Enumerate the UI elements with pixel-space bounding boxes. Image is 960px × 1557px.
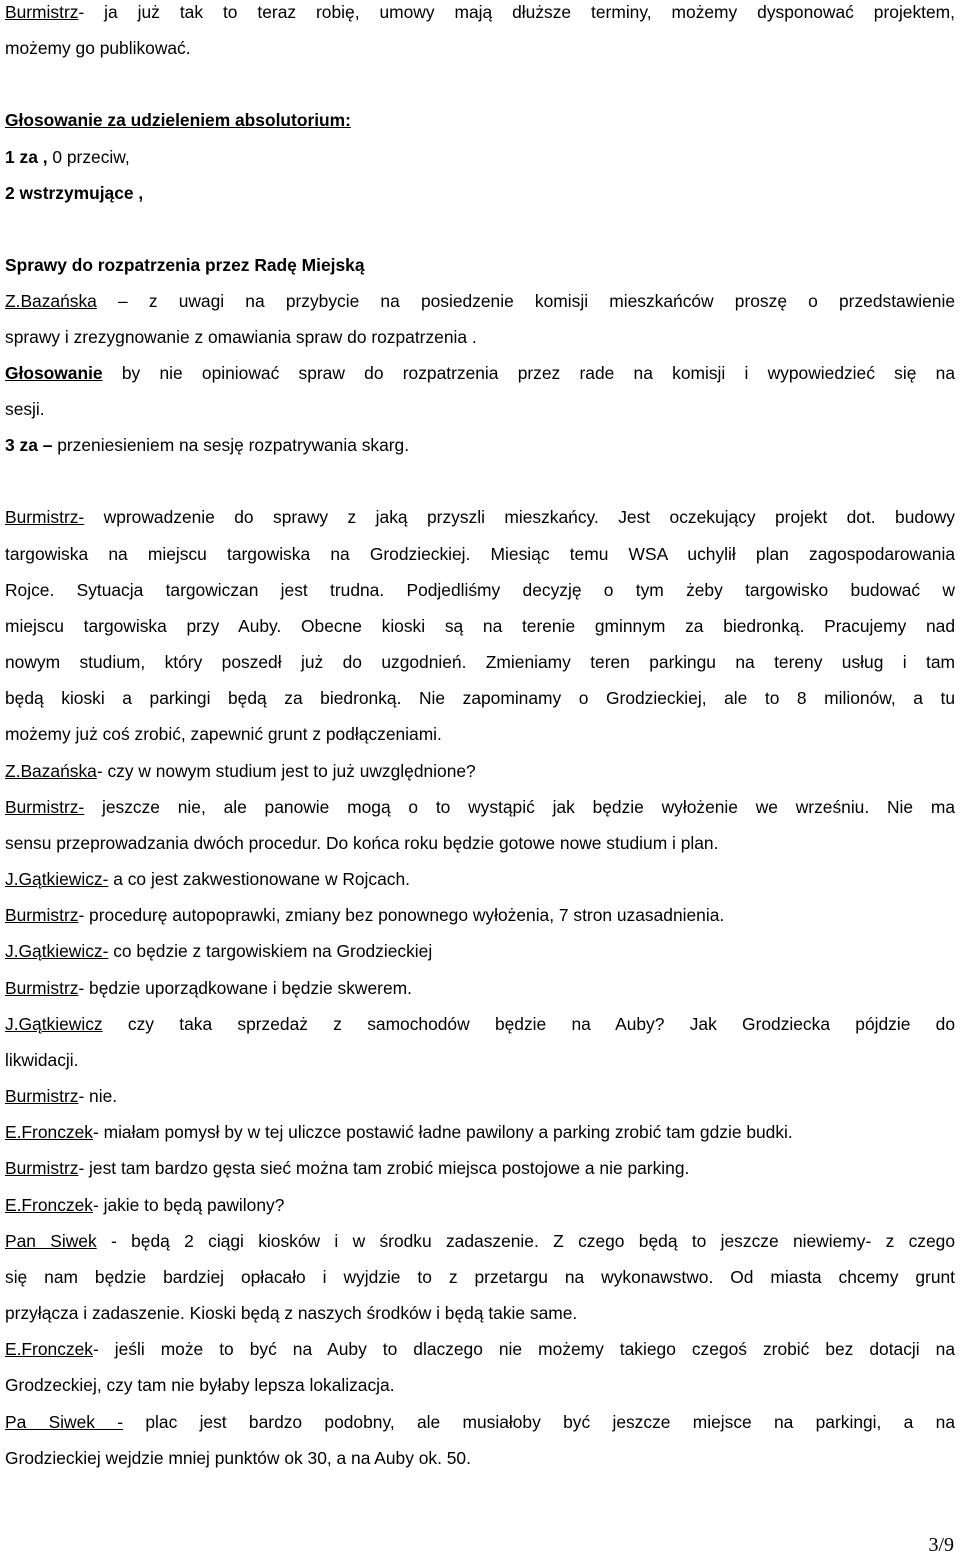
text-line: [5, 796, 955, 818]
text-line: [5, 109, 351, 131]
text-segment: –: [37, 435, 58, 455]
text-line: [5, 254, 365, 276]
text-line: [5, 1085, 117, 1107]
text-line: [5, 398, 45, 420]
speaker-label: E.Fronczek: [5, 1195, 93, 1215]
text-segment: - ja już tak to teraz robię, umowy mają dłuższe terminy, możemy dysponować projektem,: [78, 2, 955, 22]
text-line: [5, 1, 955, 23]
text-segment: – z uwagi na przybycie na posiedzenie komisji mieszkańców proszę o przedstawienie: [96, 291, 955, 311]
text-segment: 3 za: [5, 435, 38, 455]
text-segment: Sprawy do rozpatrzenia przez Radę Miejską: [5, 255, 365, 275]
text-line: [5, 543, 955, 565]
text-segment: 1 za ,: [5, 147, 53, 167]
speaker-label: J.Gątkiewicz-: [5, 941, 109, 961]
text-segment: - miałam pomysł by w tej uliczce postawić ładne pawilony a parking zrobić tam gdzie budki.: [92, 1122, 793, 1142]
text-line: [5, 1194, 284, 1216]
text-line: [5, 832, 718, 854]
text-segment: miejscu targowiska przy Auby. Obecne kioski są na terenie gminnym za biedronką. Pracujemy nad: [5, 616, 955, 636]
speaker-label: E.Fronczek: [5, 1339, 93, 1359]
text-segment: przeniesieniem na sesję rozpatrywania skarg.: [57, 435, 410, 455]
text-line: [5, 687, 955, 709]
text-segment: - będą 2 ciągi kiosków i w środku zadaszenie. Z czego będą to jeszcze niewiemy- z czego: [96, 1231, 955, 1251]
text-segment: możemy już coś zrobić, zapewnić grunt z podłączeniami.: [5, 724, 442, 744]
text-line: [5, 1266, 955, 1288]
text-line: [5, 146, 130, 168]
text-segment: Grodzeckiej, czy tam nie byłaby lepsza lokalizacja.: [5, 1375, 395, 1395]
speaker-label: J.Gątkiewicz-: [5, 869, 109, 889]
speaker-label: E.Fronczek: [5, 1122, 93, 1142]
speaker-label: Burmistrz: [5, 1086, 79, 1106]
text-line: [5, 615, 955, 637]
text-segment: czy taka sprzedaż z samochodów będzie na Auby? Jak Grodziecka pójdzie do: [102, 1014, 955, 1034]
text-segment: będą kioski a parkingi będą za biedronką. Nie zapominamy o Grodzieckiej, ale to 8 milionów, a tu: [5, 688, 955, 708]
text-line: [5, 506, 955, 528]
speaker-label: Burmistrz: [5, 2, 79, 22]
text-line: [5, 904, 724, 926]
speaker-label: Burmistrz-: [5, 507, 85, 527]
text-segment: - procedurę autopoprawki, zmiany bez ponownego wyłożenia, 7 stron uzasadnienia.: [78, 905, 725, 925]
text-segment: a co jest zakwestionowane w Rojcach.: [108, 869, 410, 889]
speaker-label: Z.Bazańska: [5, 291, 97, 311]
speaker-label: Głosowanie za udzieleniem absolutorium:: [5, 110, 351, 130]
text-line: [5, 434, 409, 456]
text-segment: Rojce. Sytuacja targowiczan jest trudna. Podjedliśmy decyzję o tym żeby targowisko budować w: [5, 580, 955, 600]
text-segment: sprawy i zrezygnowanie z omawiania spraw do rozpatrzenia .: [5, 327, 477, 347]
text-segment: - nie.: [78, 1086, 118, 1106]
text-line: [5, 940, 432, 962]
text-line: [5, 651, 955, 673]
text-line: [5, 1338, 955, 1360]
text-segment: co będzie z targowiskiem na Grodzieckiej: [108, 941, 433, 961]
text-segment: sesji.: [5, 399, 45, 419]
text-line: [5, 1230, 955, 1252]
text-line: [5, 579, 955, 601]
page-number: 3/9: [928, 1534, 954, 1556]
text-line: [5, 1302, 577, 1324]
text-line: [5, 1411, 955, 1433]
speaker-label: Pa Siwek -: [5, 1412, 124, 1432]
text-segment: - jakie to będą pawilony?: [92, 1195, 285, 1215]
text-line: [5, 1374, 395, 1396]
text-line: [5, 326, 477, 348]
text-line: [5, 760, 476, 782]
text-segment: by nie opiniować spraw do rozpatrzenia przez rade na komisji i wypowiedzieć się na: [102, 363, 955, 383]
text-line: [5, 1157, 689, 1179]
text-segment: - jeśli może to być na Auby to dlaczego nie możemy takiego czegoś zrobić bez dotacji na: [92, 1339, 955, 1359]
text-line: [5, 290, 955, 312]
text-segment: 2 wstrzymujące ,: [5, 183, 144, 203]
text-segment: likwidacji.: [5, 1050, 79, 1070]
speaker-label: Głosowanie: [5, 363, 103, 383]
text-segment: możemy go publikować.: [5, 38, 191, 58]
text-line: [5, 37, 191, 59]
text-line: [5, 1049, 78, 1071]
text-segment: się nam będzie bardziej opłacało i wyjdzie to z przetargu na wykonawstwo. Od miasta chcemy grunt: [5, 1267, 955, 1287]
text-segment: targowiska na miejscu targowiska na Grodzieckiej. Miesiąc temu WSA uchylił plan zagospodarowania: [5, 544, 955, 564]
text-segment: - czy w nowym studium jest to już uwzględnione?: [96, 761, 476, 781]
speaker-label: Burmistrz: [5, 905, 79, 925]
speaker-label: Z.Bazańska: [5, 761, 97, 781]
speaker-label: Burmistrz: [5, 1158, 79, 1178]
text-line: [5, 182, 143, 204]
text-segment: - będzie uporządkowane i będzie skwerem.: [78, 978, 412, 998]
text-line: [5, 1013, 955, 1035]
text-segment: nowym studium, który poszedł już do uzgodnień. Zmieniamy teren parkingu na tereny usług i tam: [5, 652, 955, 672]
text-segment: 0 przeciw,: [52, 147, 130, 167]
text-line: [5, 1121, 793, 1143]
text-line: [5, 1447, 471, 1469]
text-segment: plac jest bardzo podobny, ale musiałoby być jeszcze miejsce na parkingi, a na: [123, 1412, 955, 1432]
text-segment: sensu przeprowadzania dwóch procedur. Do końca roku będzie gotowe nowe studium i plan.: [5, 833, 719, 853]
speaker-label: Burmistrz: [5, 978, 79, 998]
speaker-label: Burmistrz-: [5, 797, 85, 817]
text-line: [5, 362, 955, 384]
text-segment: wprowadzenie do sprawy z jaką przyszli mieszkańcy. Jest oczekujący projekt dot. budowy: [84, 507, 955, 527]
text-segment: przyłącza i zadaszenie. Kioski będą z naszych środków i będą takie same.: [5, 1303, 578, 1323]
speaker-label: J.Gątkiewicz: [5, 1014, 103, 1034]
text-line: [5, 868, 410, 890]
text-line: [5, 977, 412, 999]
text-segment: Grodzieckiej wejdzie mniej punktów ok 30, a na Auby ok. 50.: [5, 1448, 471, 1468]
speaker-label: Pan Siwek: [5, 1231, 97, 1251]
text-line: [5, 723, 442, 745]
text-segment: jeszcze nie, ale panowie mogą o to wystąpić jak będzie wyłożenie we wrześniu. Nie ma: [84, 797, 955, 817]
text-segment: - jest tam bardzo gęsta sieć można tam zrobić miejsca postojowe a nie parking.: [78, 1158, 690, 1178]
